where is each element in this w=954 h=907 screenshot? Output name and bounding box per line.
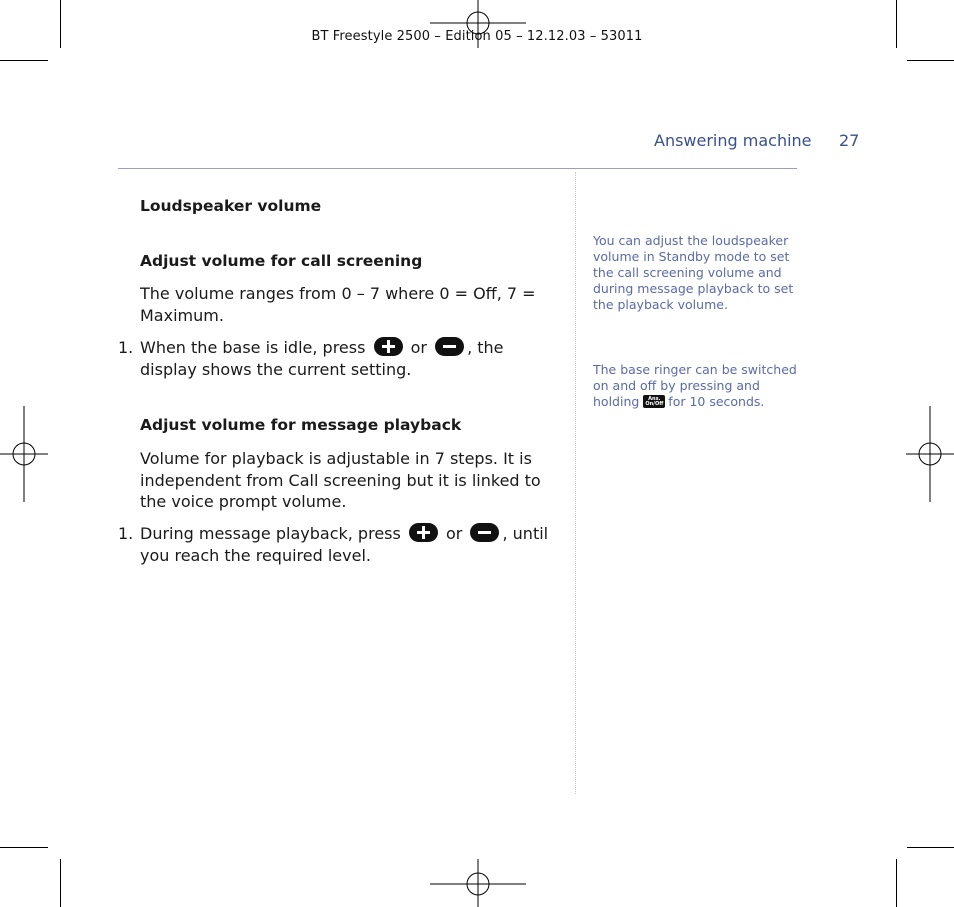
registration-mark-right	[906, 406, 954, 502]
step-number: 1.	[118, 338, 134, 357]
page-number: 27	[839, 131, 860, 150]
step-text-after: , the display shows the current setting.	[140, 338, 504, 379]
step-text: When the base is idle, press	[140, 338, 366, 357]
call-screening-intro: The volume ranges from 0 – 7 where 0 = Off, 7 = Maximum.	[140, 284, 536, 325]
ans-on-off-key-icon: Ans. On/Off	[643, 395, 665, 408]
section-title: Answering machine	[654, 131, 812, 150]
playback-step	[140, 523, 550, 566]
step-number: 1.	[118, 524, 134, 543]
minus-key-icon	[470, 523, 499, 542]
plus-key-icon	[409, 523, 438, 542]
edition-line: BT Freestyle 2500 – Edition 05 – 12.12.03 – 53011	[311, 29, 643, 44]
step-text: During message playback, press	[140, 524, 401, 543]
call-screening-step	[140, 337, 550, 380]
playback-heading: Adjust volume for message playback	[140, 416, 462, 434]
note-text-end: for 10 seconds.	[668, 394, 765, 409]
playback-intro: Volume for playback is adjustable in 7 steps. It is independent from Call screening but it is linked to the voice prompt volume.	[140, 449, 541, 511]
sidebar-note-ringer	[593, 362, 798, 410]
registration-mark-left	[0, 406, 48, 502]
note-text: The base ringer can be switched on and off by pressing and holding	[593, 362, 797, 409]
minus-key-icon	[435, 337, 464, 356]
plus-key-icon	[374, 337, 403, 356]
column-divider	[575, 172, 576, 794]
registration-mark-bottom	[430, 859, 526, 907]
step-or-text: or	[410, 338, 427, 357]
header-rule	[118, 168, 797, 169]
call-screening-heading: Adjust volume for call screening	[140, 252, 423, 270]
step-or-text: or	[446, 524, 463, 543]
page-title: Loudspeaker volume	[140, 197, 322, 215]
step-text-after: , until you reach the required level.	[140, 524, 549, 565]
sidebar-note-loudspeaker: You can adjust the loudspeaker volume in Standby mode to set the call screening volume and during message playback to set the playback volume.	[593, 233, 794, 312]
